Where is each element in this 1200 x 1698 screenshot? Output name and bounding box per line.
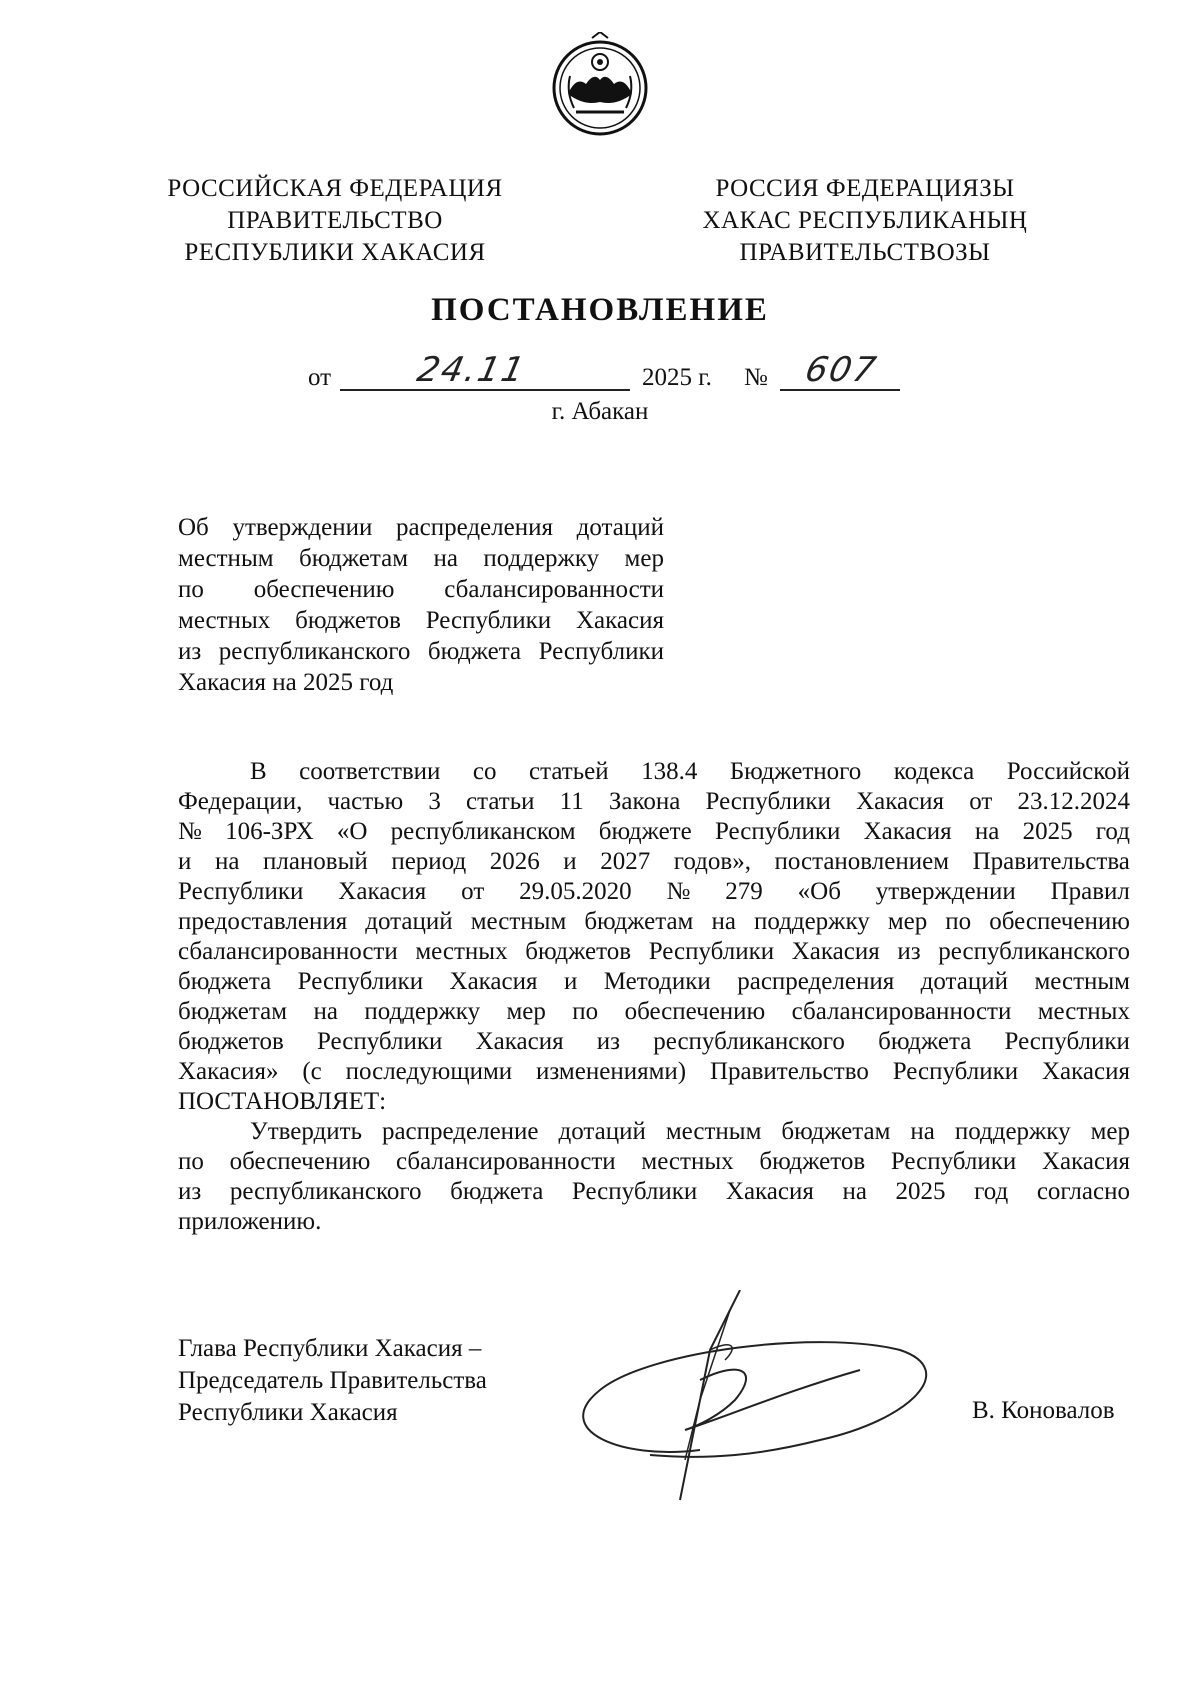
word: Республики bbox=[178, 878, 304, 905]
word: плановый bbox=[262, 848, 368, 875]
word: дотаций bbox=[920, 968, 1008, 995]
word: изменениями) bbox=[536, 1058, 687, 1085]
word: бюджета bbox=[450, 1178, 544, 1205]
word: (с bbox=[302, 1058, 322, 1085]
word: местных bbox=[415, 938, 508, 965]
word: из bbox=[178, 638, 202, 665]
word: 29.05.2020 bbox=[519, 878, 632, 905]
body-line bbox=[178, 787, 1130, 817]
word: Хакасия на 2025 год bbox=[178, 669, 394, 696]
word: период bbox=[391, 848, 467, 875]
word: от bbox=[461, 878, 485, 905]
word: обеспечению bbox=[989, 908, 1130, 935]
word: на bbox=[910, 1118, 935, 1145]
word: на bbox=[433, 545, 458, 572]
word: ПОСТАНОВЛЯЕТ: bbox=[178, 1088, 387, 1115]
word: 23.12.2024 bbox=[1017, 788, 1130, 815]
word: поддержку bbox=[483, 545, 600, 572]
word: Республики bbox=[538, 638, 664, 665]
signatory-title-line: Председатель Правительства bbox=[178, 1367, 487, 1394]
word: Хакасия bbox=[791, 938, 880, 965]
word: бюджетов bbox=[759, 1148, 866, 1175]
word: по bbox=[572, 998, 599, 1025]
word: мер bbox=[506, 998, 546, 1025]
word: бюджетов bbox=[525, 938, 632, 965]
word: распределения bbox=[737, 968, 895, 995]
word: бюджете bbox=[598, 818, 692, 845]
word: В bbox=[250, 758, 267, 785]
word: мер bbox=[1090, 1118, 1130, 1145]
word: республиканского bbox=[653, 1028, 845, 1055]
word: бюджета bbox=[878, 1028, 972, 1055]
word: от bbox=[969, 788, 993, 815]
word: на bbox=[842, 1178, 867, 1205]
body-line bbox=[178, 1087, 1130, 1117]
body-line bbox=[178, 1147, 1130, 1177]
word: год bbox=[974, 1178, 1009, 1205]
word: обеспечению bbox=[253, 576, 395, 603]
word: Республики bbox=[1004, 1028, 1130, 1055]
header-left-line: РОССИЙСКАЯ ФЕДЕРАЦИЯ bbox=[167, 175, 503, 202]
subject-line bbox=[178, 636, 664, 667]
word: Республики bbox=[714, 818, 841, 845]
word: Республики bbox=[705, 788, 831, 815]
header-right bbox=[680, 173, 1050, 269]
word: 106-ЗРХ bbox=[225, 818, 314, 845]
word: местным bbox=[470, 908, 567, 935]
word: «Об bbox=[797, 878, 841, 905]
subject-line bbox=[178, 605, 664, 636]
word: по bbox=[178, 1148, 204, 1175]
word: распределения bbox=[396, 514, 553, 541]
word: статьей bbox=[529, 758, 609, 785]
word: дотаций bbox=[558, 1118, 646, 1145]
word: утверждении bbox=[232, 514, 373, 541]
header-left bbox=[150, 173, 520, 269]
word: поддержку bbox=[753, 908, 870, 935]
word: по bbox=[945, 908, 972, 935]
word: и bbox=[563, 848, 577, 875]
word: Республики bbox=[425, 607, 552, 634]
year-label: 2025 г. bbox=[642, 364, 712, 391]
word: на bbox=[974, 818, 1000, 845]
body-line bbox=[178, 1057, 1130, 1087]
word: 279 bbox=[725, 878, 763, 905]
word: поддержку bbox=[954, 1118, 1071, 1145]
word: Бюджетного bbox=[729, 758, 862, 785]
word: Хакасия bbox=[449, 968, 538, 995]
header-right-line: ХАКАС РЕСПУБЛИКАНЫҢ bbox=[702, 207, 1028, 234]
word: Методики bbox=[603, 968, 711, 995]
word: бюджета bbox=[427, 638, 522, 665]
body-line bbox=[178, 907, 1130, 937]
word: 3 bbox=[428, 788, 441, 815]
word: местным bbox=[1034, 968, 1130, 995]
word: из bbox=[178, 1178, 202, 1205]
number-sign: № bbox=[744, 364, 768, 391]
word: Хакасия bbox=[856, 788, 945, 815]
document-title: ПОСТАНОВЛЕНИЕ bbox=[431, 292, 769, 328]
handwritten-signature bbox=[560, 1290, 960, 1520]
body-line bbox=[178, 877, 1130, 907]
word: дотаций bbox=[365, 908, 453, 935]
word: и bbox=[178, 848, 192, 875]
word: местным bbox=[178, 545, 274, 572]
city-label: г. Абакан bbox=[551, 398, 649, 425]
word: местных bbox=[1037, 998, 1130, 1025]
word: 2027 bbox=[600, 848, 651, 875]
word: из bbox=[897, 938, 921, 965]
number-handwritten: 607 bbox=[801, 350, 882, 390]
subject-line bbox=[178, 543, 664, 574]
word: местным bbox=[665, 1118, 762, 1145]
header-right-line: ПРАВИТЕЛЬСТВОЗЫ bbox=[739, 239, 991, 266]
word: поддержку bbox=[364, 998, 481, 1025]
body-line bbox=[178, 757, 1130, 787]
word: годов», bbox=[673, 848, 751, 875]
word: Республики bbox=[297, 968, 424, 995]
word: Хакасия bbox=[338, 878, 427, 905]
word: на bbox=[313, 998, 338, 1025]
word: Об bbox=[178, 514, 209, 541]
word: и bbox=[563, 968, 578, 995]
word: республиканского bbox=[229, 1178, 422, 1205]
word: постановлением bbox=[774, 848, 950, 875]
word: Хакасия bbox=[863, 818, 952, 845]
word: утверждении bbox=[875, 878, 1016, 905]
word: 11 bbox=[559, 788, 584, 815]
body-line bbox=[178, 997, 1130, 1027]
word: республиканского bbox=[218, 638, 411, 665]
word: Республики bbox=[648, 938, 775, 965]
word: по bbox=[178, 576, 204, 603]
word: Хакасия bbox=[475, 1028, 564, 1055]
word: предоставления bbox=[178, 908, 348, 935]
word: Республики bbox=[892, 1058, 1019, 1085]
signatory-title bbox=[178, 1333, 487, 1429]
word: на bbox=[711, 908, 736, 935]
word: на bbox=[214, 848, 240, 875]
body-line bbox=[178, 817, 1130, 847]
word: бюджетам bbox=[781, 1118, 891, 1145]
word: сбалансированности bbox=[791, 998, 1012, 1025]
word: Республики bbox=[316, 1028, 443, 1055]
word: республиканском bbox=[390, 818, 576, 845]
word: Закона bbox=[608, 788, 681, 815]
date-prefix: от bbox=[308, 364, 332, 391]
word: Правительства bbox=[972, 848, 1130, 875]
word: 2025 bbox=[895, 1178, 946, 1205]
word: Хакасия» bbox=[178, 1058, 279, 1085]
word: из bbox=[596, 1028, 621, 1055]
word: Российской bbox=[1006, 758, 1130, 785]
word: статьи bbox=[466, 788, 535, 815]
subject-line bbox=[178, 574, 664, 605]
word: сбалансированности bbox=[395, 1148, 616, 1175]
word: 2025 bbox=[1022, 818, 1073, 845]
document-subject bbox=[178, 512, 664, 698]
body-line bbox=[178, 967, 1130, 997]
body-line bbox=[178, 847, 1130, 877]
subject-line bbox=[178, 512, 664, 543]
word: мер bbox=[624, 545, 664, 572]
word: Республики bbox=[890, 1148, 1017, 1175]
word: республиканского bbox=[938, 938, 1130, 965]
word: Федерации, bbox=[178, 788, 303, 815]
word: дотаций bbox=[576, 514, 664, 541]
word: последующими bbox=[345, 1058, 513, 1085]
word: местных bbox=[641, 1148, 734, 1175]
word: соответствии bbox=[299, 758, 441, 785]
word: «О bbox=[336, 818, 368, 845]
word: бюджета bbox=[178, 968, 272, 995]
word: согласно bbox=[1036, 1178, 1130, 1205]
word: частью bbox=[327, 788, 404, 815]
word: № bbox=[666, 878, 691, 905]
word: сбалансированности bbox=[444, 576, 664, 603]
body-line bbox=[178, 1027, 1130, 1057]
word: бюджетам bbox=[178, 998, 288, 1025]
word: Хакасия bbox=[1041, 1148, 1130, 1175]
word: Правительство bbox=[709, 1058, 869, 1085]
coat-of-arms-icon bbox=[546, 32, 654, 140]
header-right-line: РОССИЯ ФЕДЕРАЦИЯЗЫ bbox=[715, 175, 1015, 202]
signatory-title-line: Глава Республики Хакасия – bbox=[178, 1335, 482, 1362]
word: Правил bbox=[1050, 878, 1130, 905]
body-line bbox=[178, 1207, 1130, 1237]
word: 2026 bbox=[489, 848, 540, 875]
word: распределение bbox=[381, 1118, 539, 1145]
word: Хакасия bbox=[1041, 1058, 1130, 1085]
word: Утвердить bbox=[250, 1118, 362, 1145]
word: бюджетам bbox=[298, 545, 409, 572]
subject-line bbox=[178, 667, 664, 698]
header-left-line: ПРАВИТЕЛЬСТВО bbox=[227, 207, 443, 234]
word: год bbox=[1095, 818, 1130, 845]
word: сбалансированности bbox=[178, 938, 398, 965]
word: № bbox=[178, 818, 202, 845]
word: обеспечению bbox=[624, 998, 766, 1025]
word: бюджетов bbox=[295, 607, 401, 634]
date-handwritten: 24.11 bbox=[413, 350, 530, 390]
word: 138.4 bbox=[641, 758, 698, 785]
body-line bbox=[178, 1117, 1130, 1147]
word: местных bbox=[178, 607, 271, 634]
word: кодекса bbox=[893, 758, 975, 785]
word: Хакасия bbox=[725, 1178, 814, 1205]
word: приложению. bbox=[178, 1208, 322, 1235]
word: со bbox=[472, 758, 497, 785]
document-body bbox=[178, 757, 1130, 1237]
word: Хакасия bbox=[576, 607, 664, 634]
body-line bbox=[178, 1177, 1130, 1207]
signatory-title-line: Республики Хакасия bbox=[178, 1399, 398, 1426]
header-left-line: РЕСПУБЛИКИ ХАКАСИЯ bbox=[184, 239, 486, 266]
word: обеспечению bbox=[229, 1148, 371, 1175]
word: мер bbox=[887, 908, 928, 935]
word: бюджетам bbox=[584, 908, 694, 935]
word: Республики bbox=[571, 1178, 698, 1205]
signatory-name: В. Коновалов bbox=[972, 1397, 1115, 1424]
word: бюджетов bbox=[178, 1028, 284, 1055]
body-line bbox=[178, 937, 1130, 967]
